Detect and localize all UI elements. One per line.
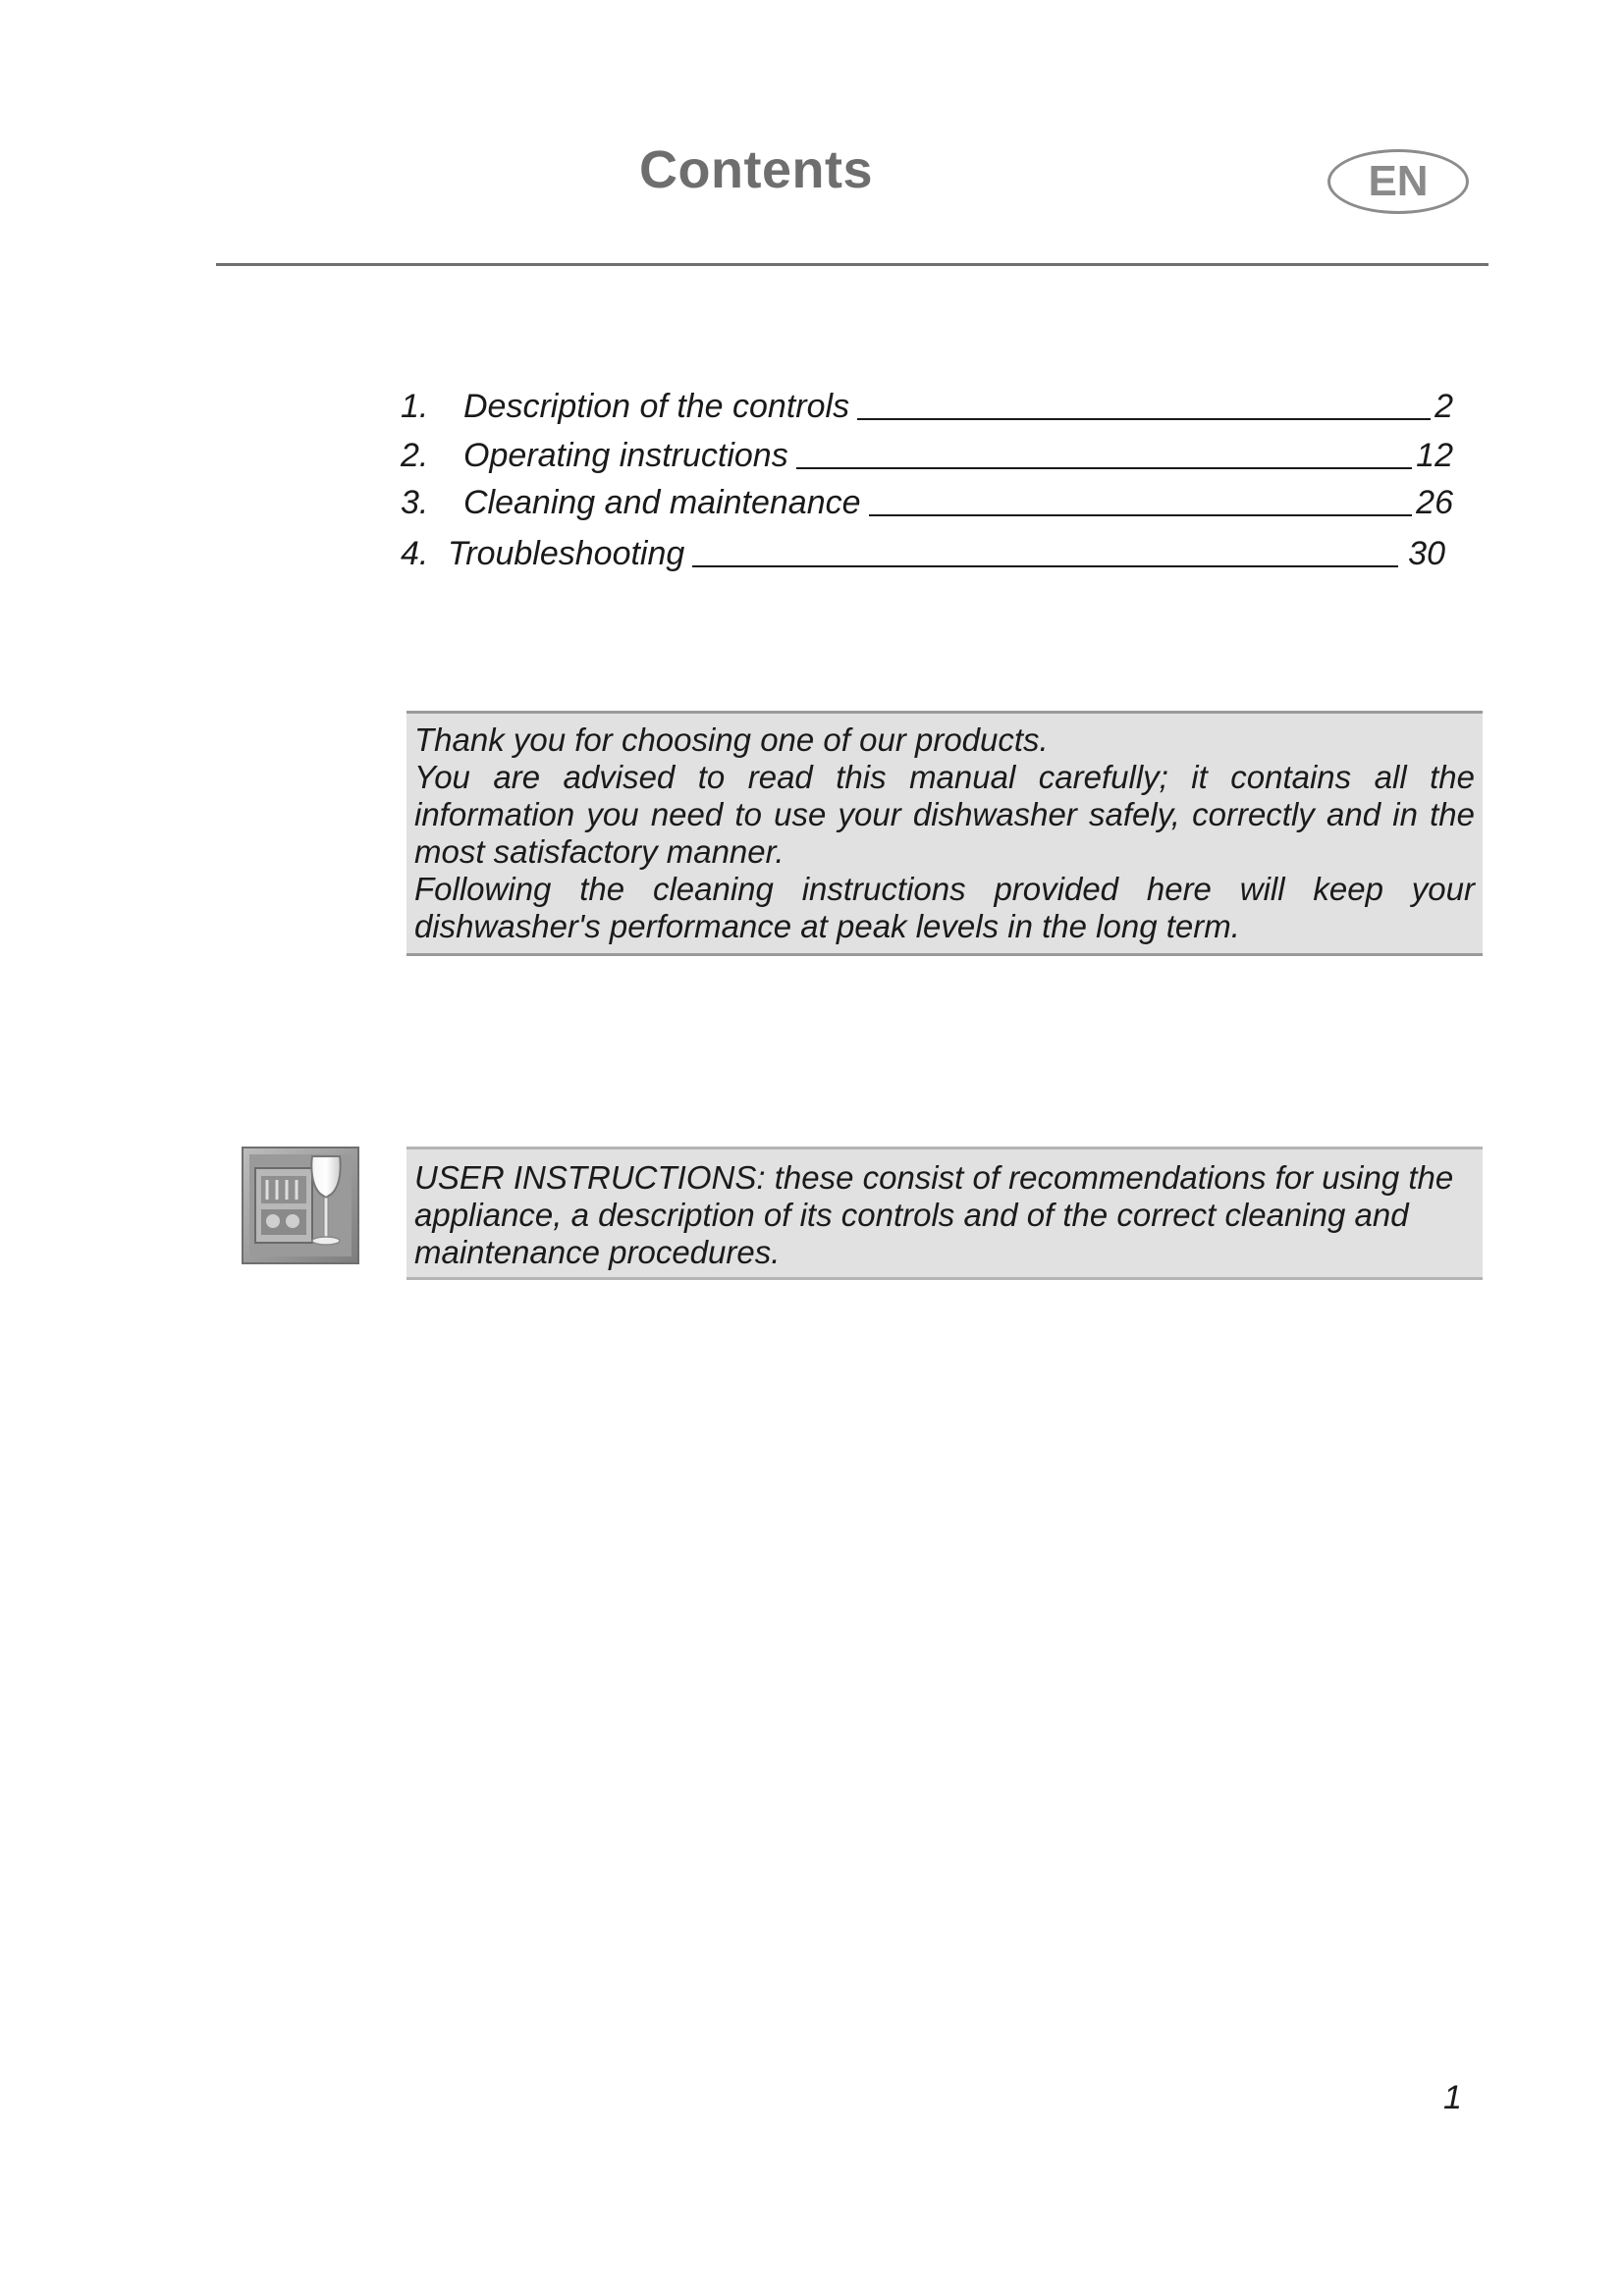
intro-cleaning-text: Following the cleaning instructions provided here will keep your dishwasher's performance at peak levels in the long term. [414,871,1475,944]
user-instructions-text: USER INSTRUCTIONS: these consist of recommendations for using the appliance, a description of its controls and of the correct cleaning and maintenance procedures. [414,1159,1454,1270]
dishwasher-glass-icon [242,1147,359,1264]
toc-entry-number: 4. [401,535,429,572]
toc-entry-controls[interactable] [401,377,1453,426]
toc-entry-page: 26 [1416,484,1453,521]
toc-entry-troubleshooting[interactable] [401,524,1445,573]
toc-leader-line [857,418,1431,420]
toc-entry-page: 12 [1416,437,1453,474]
intro-advice-text: You are advised to read this manual carefully; it contains all the information you need to use your dishwasher safely, correctly and in the most satisfactory manner. [414,759,1475,870]
user-instructions-box [406,1147,1483,1280]
intro-thanks-text: Thank you for choosing one of our products. [414,721,1049,758]
toc-entry-cleaning[interactable] [401,473,1453,522]
toc-entry-number: 1. [401,388,429,425]
header-divider [216,263,1489,266]
page-title: Contents [639,140,873,199]
toc-entry-label: Troubleshooting [448,535,685,572]
toc-leader-line [869,514,1413,516]
toc-entry-number: 3. [401,484,429,521]
toc-entry-page: 30 [1408,535,1445,572]
toc-entry-label: Description of the controls [463,388,850,425]
toc-leader-line [692,565,1398,567]
toc-leader-line [796,467,1412,469]
page-number: 1 [1443,2079,1462,2116]
intro-notice-box [406,711,1483,956]
toc-entry-page: 2 [1435,388,1453,425]
toc-entry-operating[interactable] [401,426,1453,475]
toc-entry-label: Cleaning and maintenance [463,484,861,521]
language-badge: EN [1327,149,1469,214]
toc-entry-number: 2. [401,437,429,474]
toc-entry-label: Operating instructions [463,437,788,474]
